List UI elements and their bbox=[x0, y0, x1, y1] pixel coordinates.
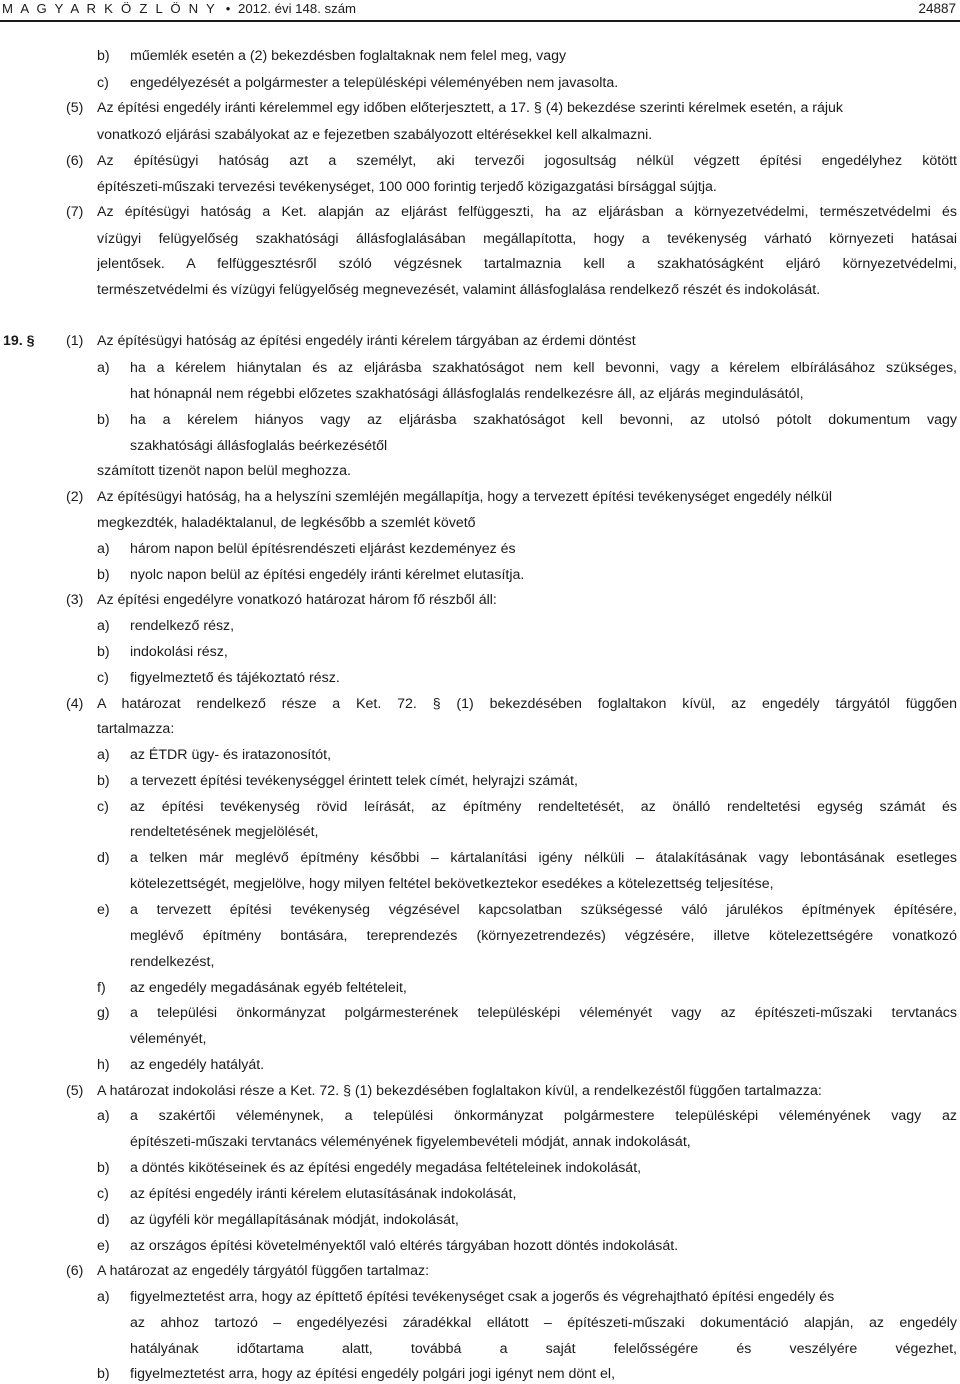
text-line: figyelmeztető és tájékoztató rész. bbox=[130, 670, 340, 686]
text-line: hatályának időtartama alatt, továbbá a saját felelősségére és veszélyére végezhet, bbox=[130, 1341, 957, 1357]
paragraph-number: (6) bbox=[66, 1263, 84, 1279]
text-line: a szakértői véleménynek, a települési önkormányzat polgármestere településképi véleményének vagy az bbox=[130, 1108, 957, 1124]
text-line: engedélyezését a polgármester a településképi véleményében nem javasolta. bbox=[130, 75, 619, 91]
text-line: az építési tevékenység rövid leírását, az építmény rendeltetését, az önálló rendeltetési egység számát és bbox=[130, 799, 957, 815]
text-line: rendelkezést, bbox=[130, 954, 215, 970]
item-label: c) bbox=[97, 670, 109, 686]
item-label: f) bbox=[97, 980, 106, 996]
paragraph-number: (7) bbox=[66, 204, 84, 220]
text-line: a tervezett építési tevékenységgel érintett telek címét, helyrajzi számát, bbox=[130, 773, 578, 789]
text-line: az engedély hatályát. bbox=[130, 1057, 265, 1073]
text-line: Az építési engedély iránti kérelemmel egy időben előterjesztett, a 17. § (4) bekezdése szerinti kérelmek esetén, a rájuk bbox=[97, 100, 844, 116]
header-rule bbox=[0, 20, 960, 22]
text-line: ha a kérelem hiánytalan és az eljárásba szakhatóságot nem kell bevonni, vagy a kérelem elbírálásához szükséges, bbox=[130, 360, 957, 376]
text-line: építészeti-műszaki tervezési tevékenységet, 100 000 forintig terjedő közigazgatási bírsággal sújtja. bbox=[97, 179, 717, 195]
item-label: c) bbox=[97, 799, 109, 815]
text-line: jelentősek. A felfüggesztésről szóló végzésnek tartalmaznia kell a szakhatóságként eljáró környezetvédelmi, bbox=[97, 256, 957, 272]
text-line: véleményét, bbox=[130, 1031, 207, 1047]
item-label: b) bbox=[97, 412, 110, 428]
text-line: az építési engedély iránti kérelem elutasításának indokolását, bbox=[130, 1186, 517, 1202]
item-label: d) bbox=[97, 850, 110, 866]
paragraph-number: (4) bbox=[66, 696, 84, 712]
item-label: d) bbox=[97, 1212, 110, 1228]
text-line: kötelezettségét, megjelölve, hogy milyen feltétel bekövetkeztekor esedékes a kötelezettség teljesítése, bbox=[130, 876, 774, 892]
journal-info bbox=[2, 1, 356, 16]
paragraph-number: (5) bbox=[66, 100, 84, 116]
text-line: Az építésügyi hatóság, ha a helyszíni szemléjén megállapítja, hogy a tervezett építési tevékenységet engedély nélkül bbox=[97, 489, 833, 505]
text-line: vízügyi felügyelőség szakhatósági állásfoglalásában megállapította, hogy a tevékenység várható környezeti hatásai bbox=[97, 231, 957, 247]
text-line: A határozat rendelkező része a Ket. 72. § (1) bekezdésében foglaltakon kívül, az engedély tárgyától függően bbox=[97, 696, 957, 712]
text-line: figyelmeztetést arra, hogy az építési engedély polgári jogi igényt nem dönt el, bbox=[130, 1366, 616, 1382]
text-line: rendeltetésének megjelölését, bbox=[130, 824, 319, 840]
text-line: Az építésügyi hatóság a Ket. alapján az eljárást felfüggeszti, ha az eljárásban a környezetvédelmi, természetvédelmi és bbox=[97, 204, 957, 220]
item-label: e) bbox=[97, 902, 110, 918]
text-line: Az építésügyi hatóság azt a személyt, aki tervezői jogosultság nélkül végzett építési engedélyhez kötött bbox=[97, 153, 957, 169]
text-line: az engedély megadásának egyéb feltételeit, bbox=[130, 980, 407, 996]
item-label: a) bbox=[97, 360, 110, 376]
item-label: c) bbox=[97, 75, 109, 91]
item-label: b) bbox=[97, 567, 110, 583]
item-label: b) bbox=[97, 644, 110, 660]
text-line: a tervezett építési tevékenység végzésével kapcsolatban szükségessé váló járulékos építmények építésére, bbox=[130, 902, 957, 918]
item-label: a) bbox=[97, 541, 110, 557]
text-line: az ügyféli kör megállapításának módját, indokolását, bbox=[130, 1212, 459, 1228]
text-line: az ahhoz tartozó – engedélyezési záradékkal ellátott – építészeti-műszaki dokumentáció alapján, az engedély bbox=[130, 1315, 957, 1331]
text-line: ha a kérelem hiányos vagy az eljárásba szakhatóságot kell bevonni, az utolsó pótolt dokumentum vagy bbox=[130, 412, 957, 428]
item-label: e) bbox=[97, 1238, 110, 1254]
text-line: számított tizenöt napon belül meghozza. bbox=[97, 463, 351, 479]
text-line: tartalmazza: bbox=[97, 721, 175, 737]
item-label: g) bbox=[97, 1005, 110, 1021]
item-label: a) bbox=[97, 1289, 110, 1305]
text-line: hat hónapnál nem régebbi előzetes szakhatósági állásfoglalás rendelkezésre áll, az eljárás megindulásától, bbox=[130, 386, 804, 402]
text-line: a döntés kikötéseinek és az építési engedély megadása feltételeinek indokolását, bbox=[130, 1160, 642, 1176]
bullet-separator: • bbox=[225, 1, 231, 16]
text-line: rendelkező rész, bbox=[130, 618, 235, 634]
text-line: a telken már meglévő építmény későbbi – kártalanítási igény nélküli – átalakításának vagy lebontásának esetleges bbox=[130, 850, 957, 866]
item-label: b) bbox=[97, 1366, 110, 1382]
issue-label: 2012. évi 148. szám bbox=[238, 1, 357, 16]
item-label: a) bbox=[97, 747, 110, 763]
paragraph-number: (3) bbox=[66, 592, 84, 608]
text-line: szakhatósági állásfoglalás beérkezésétől bbox=[130, 438, 388, 454]
paragraph-number: (2) bbox=[66, 489, 84, 505]
text-line: A határozat indokolási része a Ket. 72. § (1) bekezdésében foglaltakon kívül, a rendelkezéstől függően tartalmazza: bbox=[97, 1083, 822, 1099]
item-label: b) bbox=[97, 773, 110, 789]
paragraph-number: (6) bbox=[66, 153, 84, 169]
item-label: a) bbox=[97, 1108, 110, 1124]
text-line: meglévő építmény bontására, tereprendezés (környezetrendezés) végzésére, illetve kötelezettségére vonatkozó bbox=[130, 928, 957, 944]
text-line: Az építésügyi hatóság az építési engedély iránti kérelem tárgyában az érdemi döntést bbox=[97, 333, 636, 349]
text-line: az országos építési követelményektől való eltérés tárgyában hozott döntés indokolását. bbox=[130, 1238, 679, 1254]
item-label: a) bbox=[97, 618, 110, 634]
paragraph-number: (1) bbox=[66, 333, 84, 349]
text-line: három napon belül építésrendészeti eljárást kezdeményez és bbox=[130, 541, 516, 557]
page-number: 24887 bbox=[918, 1, 956, 16]
text-line: vonatkozó eljárási szabályokat az e fejezetben szabályozott eltérésekkel kell alkalmazni. bbox=[97, 127, 653, 143]
paragraph-number: (5) bbox=[66, 1083, 84, 1099]
text-line: indokolási rész, bbox=[130, 644, 228, 660]
item-label: c) bbox=[97, 1186, 109, 1202]
journal-title: M A G Y A R K Ö Z L Ö N Y bbox=[2, 1, 218, 16]
text-line: Az építési engedélyre vonatkozó határozat három fő részből áll: bbox=[97, 592, 497, 608]
text-line: A határozat az engedély tárgyától függően tartalmaz: bbox=[97, 1263, 430, 1279]
text-line: műemlék esetén a (2) bekezdésben foglaltaknak nem felel meg, vagy bbox=[130, 48, 567, 64]
item-label: h) bbox=[97, 1057, 110, 1073]
text-line: a települési önkormányzat polgármesterének településképi véleményét vagy az építészeti-műszaki tervtanács bbox=[130, 1005, 957, 1021]
text-line: megkezdték, haladéktalanul, de legkésőbb a szemlét követő bbox=[97, 515, 476, 531]
item-label: b) bbox=[97, 48, 110, 64]
text-line: természetvédelmi és vízügyi felügyelőség megnevezését, valamint állásfoglalása rendelkező részét és indokolását. bbox=[97, 282, 821, 298]
page-header bbox=[0, 0, 960, 20]
text-line: nyolc napon belül az építési engedély iránti kérelmet elutasítja. bbox=[130, 567, 525, 583]
text-line: az ÉTDR ügy- és iratazonosítót, bbox=[130, 747, 332, 763]
text-line: építészeti-műszaki tervtanács véleményének figyelembevételi módját, annak indokolását, bbox=[130, 1134, 691, 1150]
text-line: figyelmeztetést arra, hogy az építtető építési tevékenységet csak a jogerős és végrehajtható építési engedély és bbox=[130, 1289, 835, 1305]
section-number: 19. § bbox=[3, 333, 35, 349]
item-label: b) bbox=[97, 1160, 110, 1176]
